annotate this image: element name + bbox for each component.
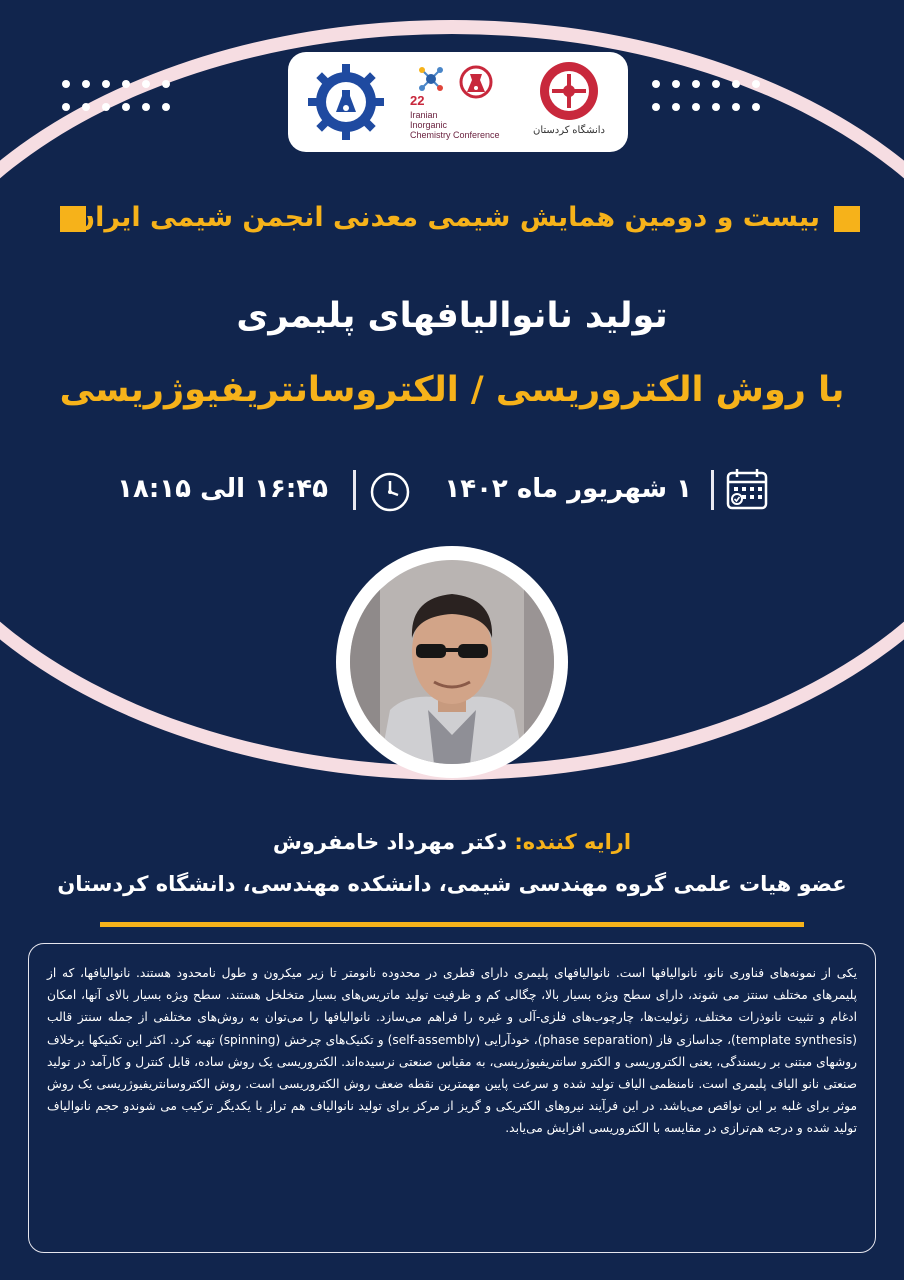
- conference-name-line-2: Inorganic: [410, 120, 448, 130]
- divider-line: [100, 922, 804, 927]
- conference-logo: [410, 60, 508, 100]
- separator-right: [711, 470, 714, 510]
- dot-pattern-left: [62, 80, 170, 111]
- conference-name-line-1: Iranian: [410, 110, 438, 120]
- talk-title-line-1: تولید نانوالیافهای پلیمری: [236, 296, 668, 336]
- logo-panel: [288, 52, 628, 152]
- event-date: ۱ شهریور ماه ۱۴۰۲: [444, 474, 692, 504]
- presenter-photo: [350, 560, 554, 764]
- conference-header: [60, 202, 860, 242]
- university-name: دانشگاه کردستان: [532, 125, 606, 136]
- description-text: یکی از نمونه‌های فناوری نانو، نانوالیافها است. نانوالیافهای پلیمری دارای قطری در محدوده نانومتر تا زیر میکرون و طول نامحدود هستند. نانوالیافها، که از پلیمرهای مختلف سنتز می شوند، دارای سطح ویژه بسیار بالا، چگالی کم و ظرفیت تولید ماتریس‌های بسیار متخلخل هستند. سطح ویژه بسیار بالای آنها، امکان ادغام و تثبیت نانوذرات مختلف، زئولیت‌ها، چارچوب‌های فلزی-آلی و غیره را فراهم می‌سازد. نانوالیافها را می‌توان به روش‌های مختلفی از جمله سنتز قالب (template synthesis)، جداسازی فاز (phase separation)، خودآرایی (self-assembly) و تکنیک‌های چرخش (spinning) تهیه کرد. اکثر این تکنیکها برخلاف روشهای مبتنی بر ریسندگی، یعنی الکتروریسی و الکترو سانتریفیوژریسی، به مقیاس صنعتی نرسیده‌اند. الکتروریسی یک روش ساده، قابل کنترل و کارآمد در تولید صنعتی نانو الیاف پلیمری است. نامنظمی الیاف تولید شده و سرعت پایین مهمترین نقطه ضعف روش الکتروریسی است. روش الکتروسانتریفیوژریسی یک روش موثر برای غلبه بر این نواقص می‌باشد. در این فرآیند نیروهای الکتریکی و گریز از مرکز برای تولید نانوالیاف هم تراز با یکدیگر ترکیب می شوندو حجم نانوالیاف تولید شده و درجه هم‌ترازی در مقایسه با الکتروریسی افزایش می‌یابد.: [47, 966, 857, 1136]
- presenter-name: دکتر مهرداد خامفروش: [272, 830, 508, 854]
- event-time: ۱۶:۴۵ الی ۱۸:۱۵: [117, 474, 328, 504]
- presenter-affiliation: عضو هیات علمی گروه مهندسی شیمی، دانشکده مهندسی، دانشگاه کردستان: [57, 872, 847, 896]
- separator-left: [353, 470, 356, 510]
- talk-title-line-2: با روش الکتروریسی / الکتروسانتریفیوژریسی: [59, 370, 845, 410]
- description-box: [28, 943, 876, 1253]
- iranian-chemical-society-logo: [306, 62, 386, 142]
- dot-pattern-right: [652, 80, 760, 111]
- presenter-line: [0, 830, 904, 854]
- accent-square-right: [834, 206, 860, 232]
- clock-icon: [368, 470, 412, 514]
- conference-title: بیست و دومین همایش شیمی معدنی انجمن شیمی ایران: [72, 202, 820, 233]
- presenter-label: ارایه کننده:: [514, 830, 632, 854]
- university-of-kurdistan-logo: [538, 60, 600, 122]
- conference-name-line-3: Chemistry Conference: [410, 130, 500, 140]
- calendar-icon: [724, 466, 770, 512]
- conference-number: 22: [410, 93, 425, 108]
